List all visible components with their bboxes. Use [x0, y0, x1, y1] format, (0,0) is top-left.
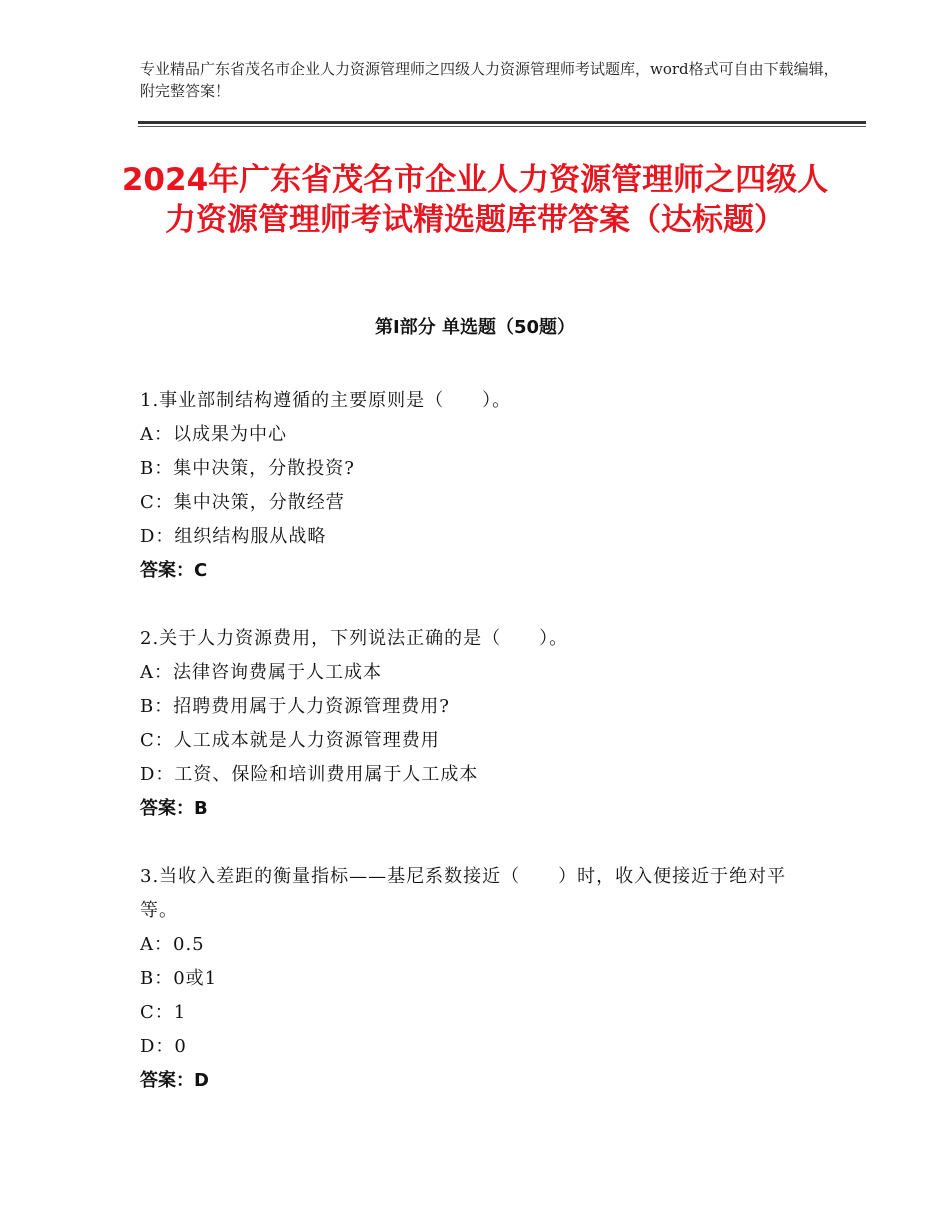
option-c: C：1	[140, 1002, 187, 1023]
option-a: A：0.5	[140, 934, 205, 955]
answer-label: 答案：C	[140, 560, 208, 581]
header-divider-thin	[138, 126, 866, 127]
header-divider-thick	[138, 121, 866, 124]
option-d: D：0	[140, 1036, 187, 1057]
option-c: C：人工成本就是人力资源管理费用	[140, 730, 440, 751]
option-a: A：以成果为中心	[140, 424, 287, 445]
question-3	[140, 860, 820, 1098]
option-d: D：组织结构服从战略	[140, 526, 327, 547]
option-a: A：法律咨询费属于人工成本	[140, 662, 382, 683]
option-b: B：0或1	[140, 968, 218, 989]
option-c: C：集中决策，分散经营	[140, 492, 345, 513]
question-2	[140, 622, 820, 826]
answer-label: 答案：B	[140, 798, 208, 819]
answer-label: 答案：D	[140, 1070, 209, 1091]
option-d: D：工资、保险和培训费用属于人工成本	[140, 764, 479, 785]
question-stem: 3.当收入差距的衡量指标——基尼系数接近（ ）时，收入便接近于绝对平等。	[140, 866, 787, 921]
question-1	[140, 384, 820, 588]
section-title: 第Ⅰ部分 单选题（50题）	[374, 317, 575, 338]
question-stem: 2.关于人力资源费用，下列说法正确的是（ ）。	[140, 628, 569, 649]
document-title: 2024年广东省茂名市企业人力资源管理师之四级人力资源管理师考试精选题库带答案（达标题）	[121, 162, 829, 238]
option-b: B：集中决策，分散投资?	[140, 458, 355, 479]
header-note: 专业精品广东省茂名市企业人力资源管理师之四级人力资源管理师考试题库，word格式可自由下载编辑，附完整答案！	[140, 60, 839, 100]
question-stem: 1.事业部制结构遵循的主要原则是（ ）。	[140, 390, 512, 411]
option-b: B：招聘费用属于人力资源管理费用?	[140, 696, 450, 717]
